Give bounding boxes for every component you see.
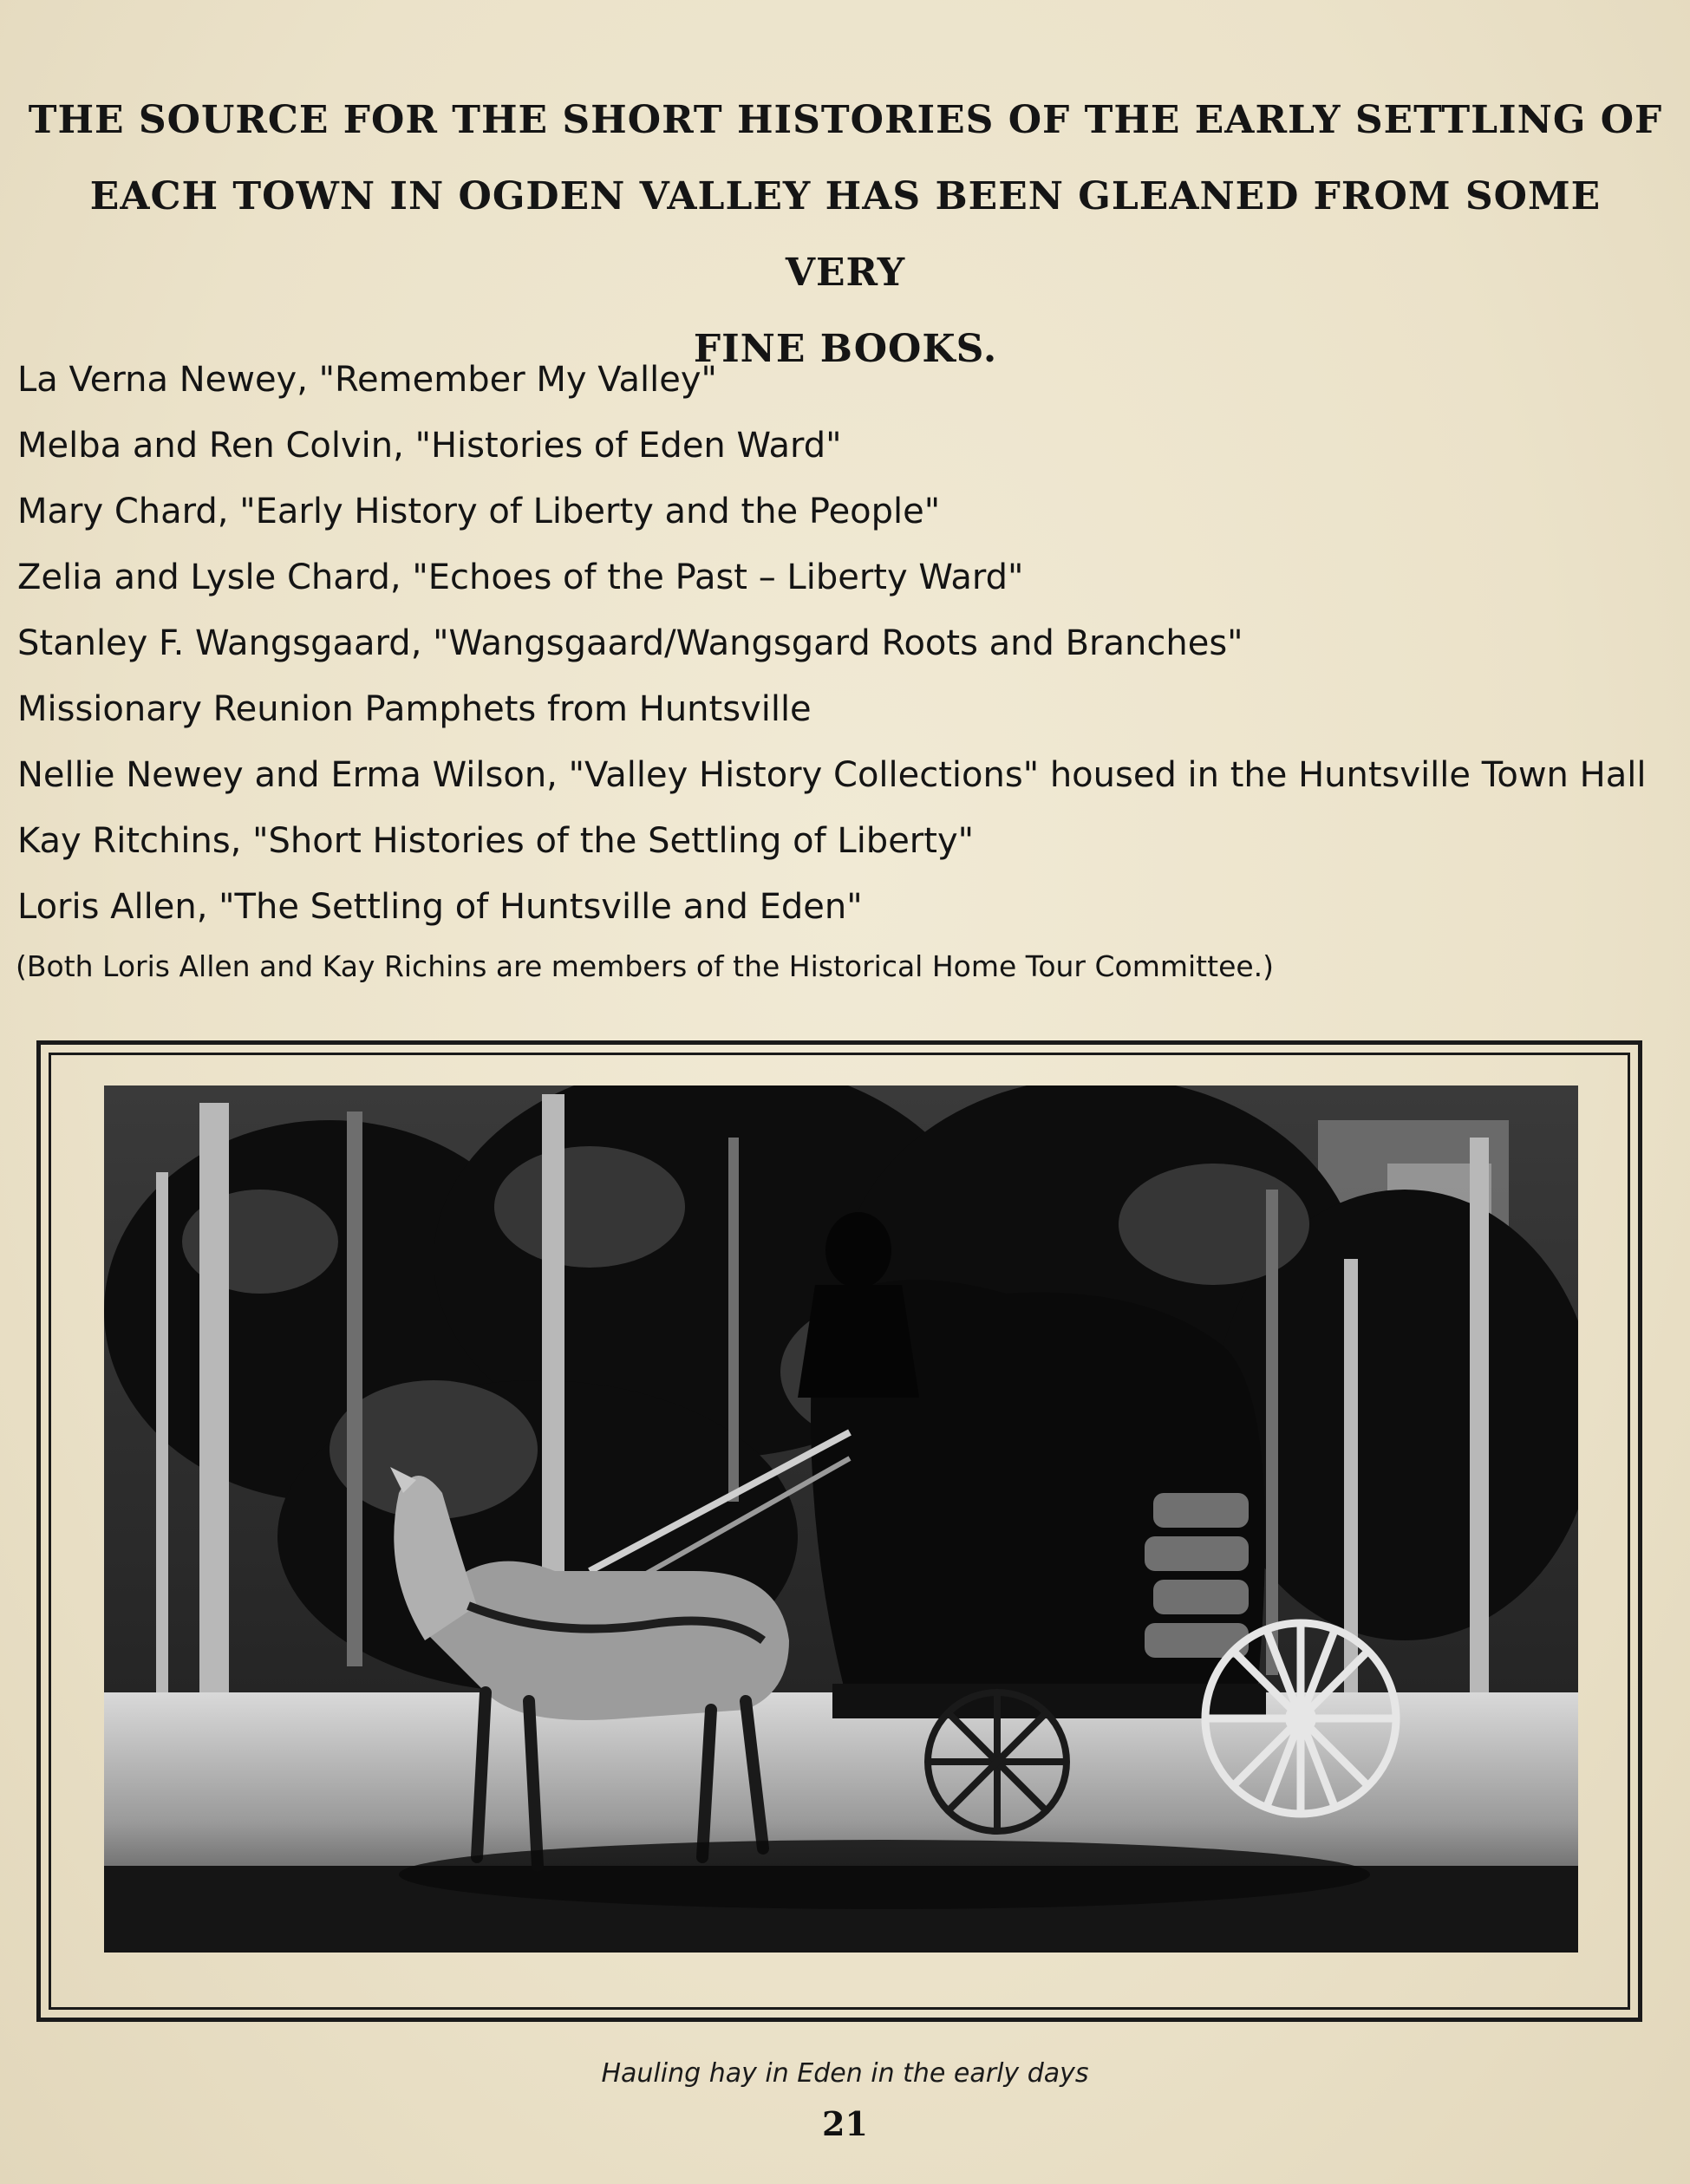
page-number: 21 [822,2104,868,2143]
source-item: Melba and Ren Colvin, "Histories of Eden Ward" [17,426,842,466]
source-item: Loris Allen, "The Settling of Huntsville and Eden" [17,887,863,927]
source-item: Missionary Reunion Pamphets from Huntsville [17,689,812,729]
photo-caption: Hauling hay in Eden in the early days [601,2058,1089,2089]
heading-line-1: THE SOURCE FOR THE SHORT HISTORIES OF THE EARLY SETTLING OF [28,98,1663,142]
heading-line-3: FINE BOOKS. [693,327,998,371]
hay-wagon-photo [104,1085,1578,1953]
page-heading [26,82,1665,388]
source-item: Zelia and Lysle Chard, "Echoes of the Past – Liberty Ward" [17,557,1024,597]
source-item: La Verna Newey, "Remember My Valley" [17,360,717,400]
source-list [17,347,1665,940]
source-item: Kay Ritchins, "Short Histories of the Settling of Liberty" [17,821,975,861]
heading-line-2: EACH TOWN IN OGDEN VALLEY HAS BEEN GLEANED FROM SOME VERY [89,174,1602,295]
source-item: Stanley F. Wangsgaard, "Wangsgaard/Wangsgard Roots and Branches" [17,623,1243,663]
hay-wagon-photo-illustration [104,1085,1578,1953]
committee-note: (Both Loris Allen and Kay Richins are members of the Historical Home Tour Committee.) [16,949,1275,983]
source-item: Mary Chard, "Early History of Liberty and the People" [17,492,941,531]
source-item: Nellie Newey and Erma Wilson, "Valley History Collections" housed in the Huntsville Town Hall [17,755,1647,795]
